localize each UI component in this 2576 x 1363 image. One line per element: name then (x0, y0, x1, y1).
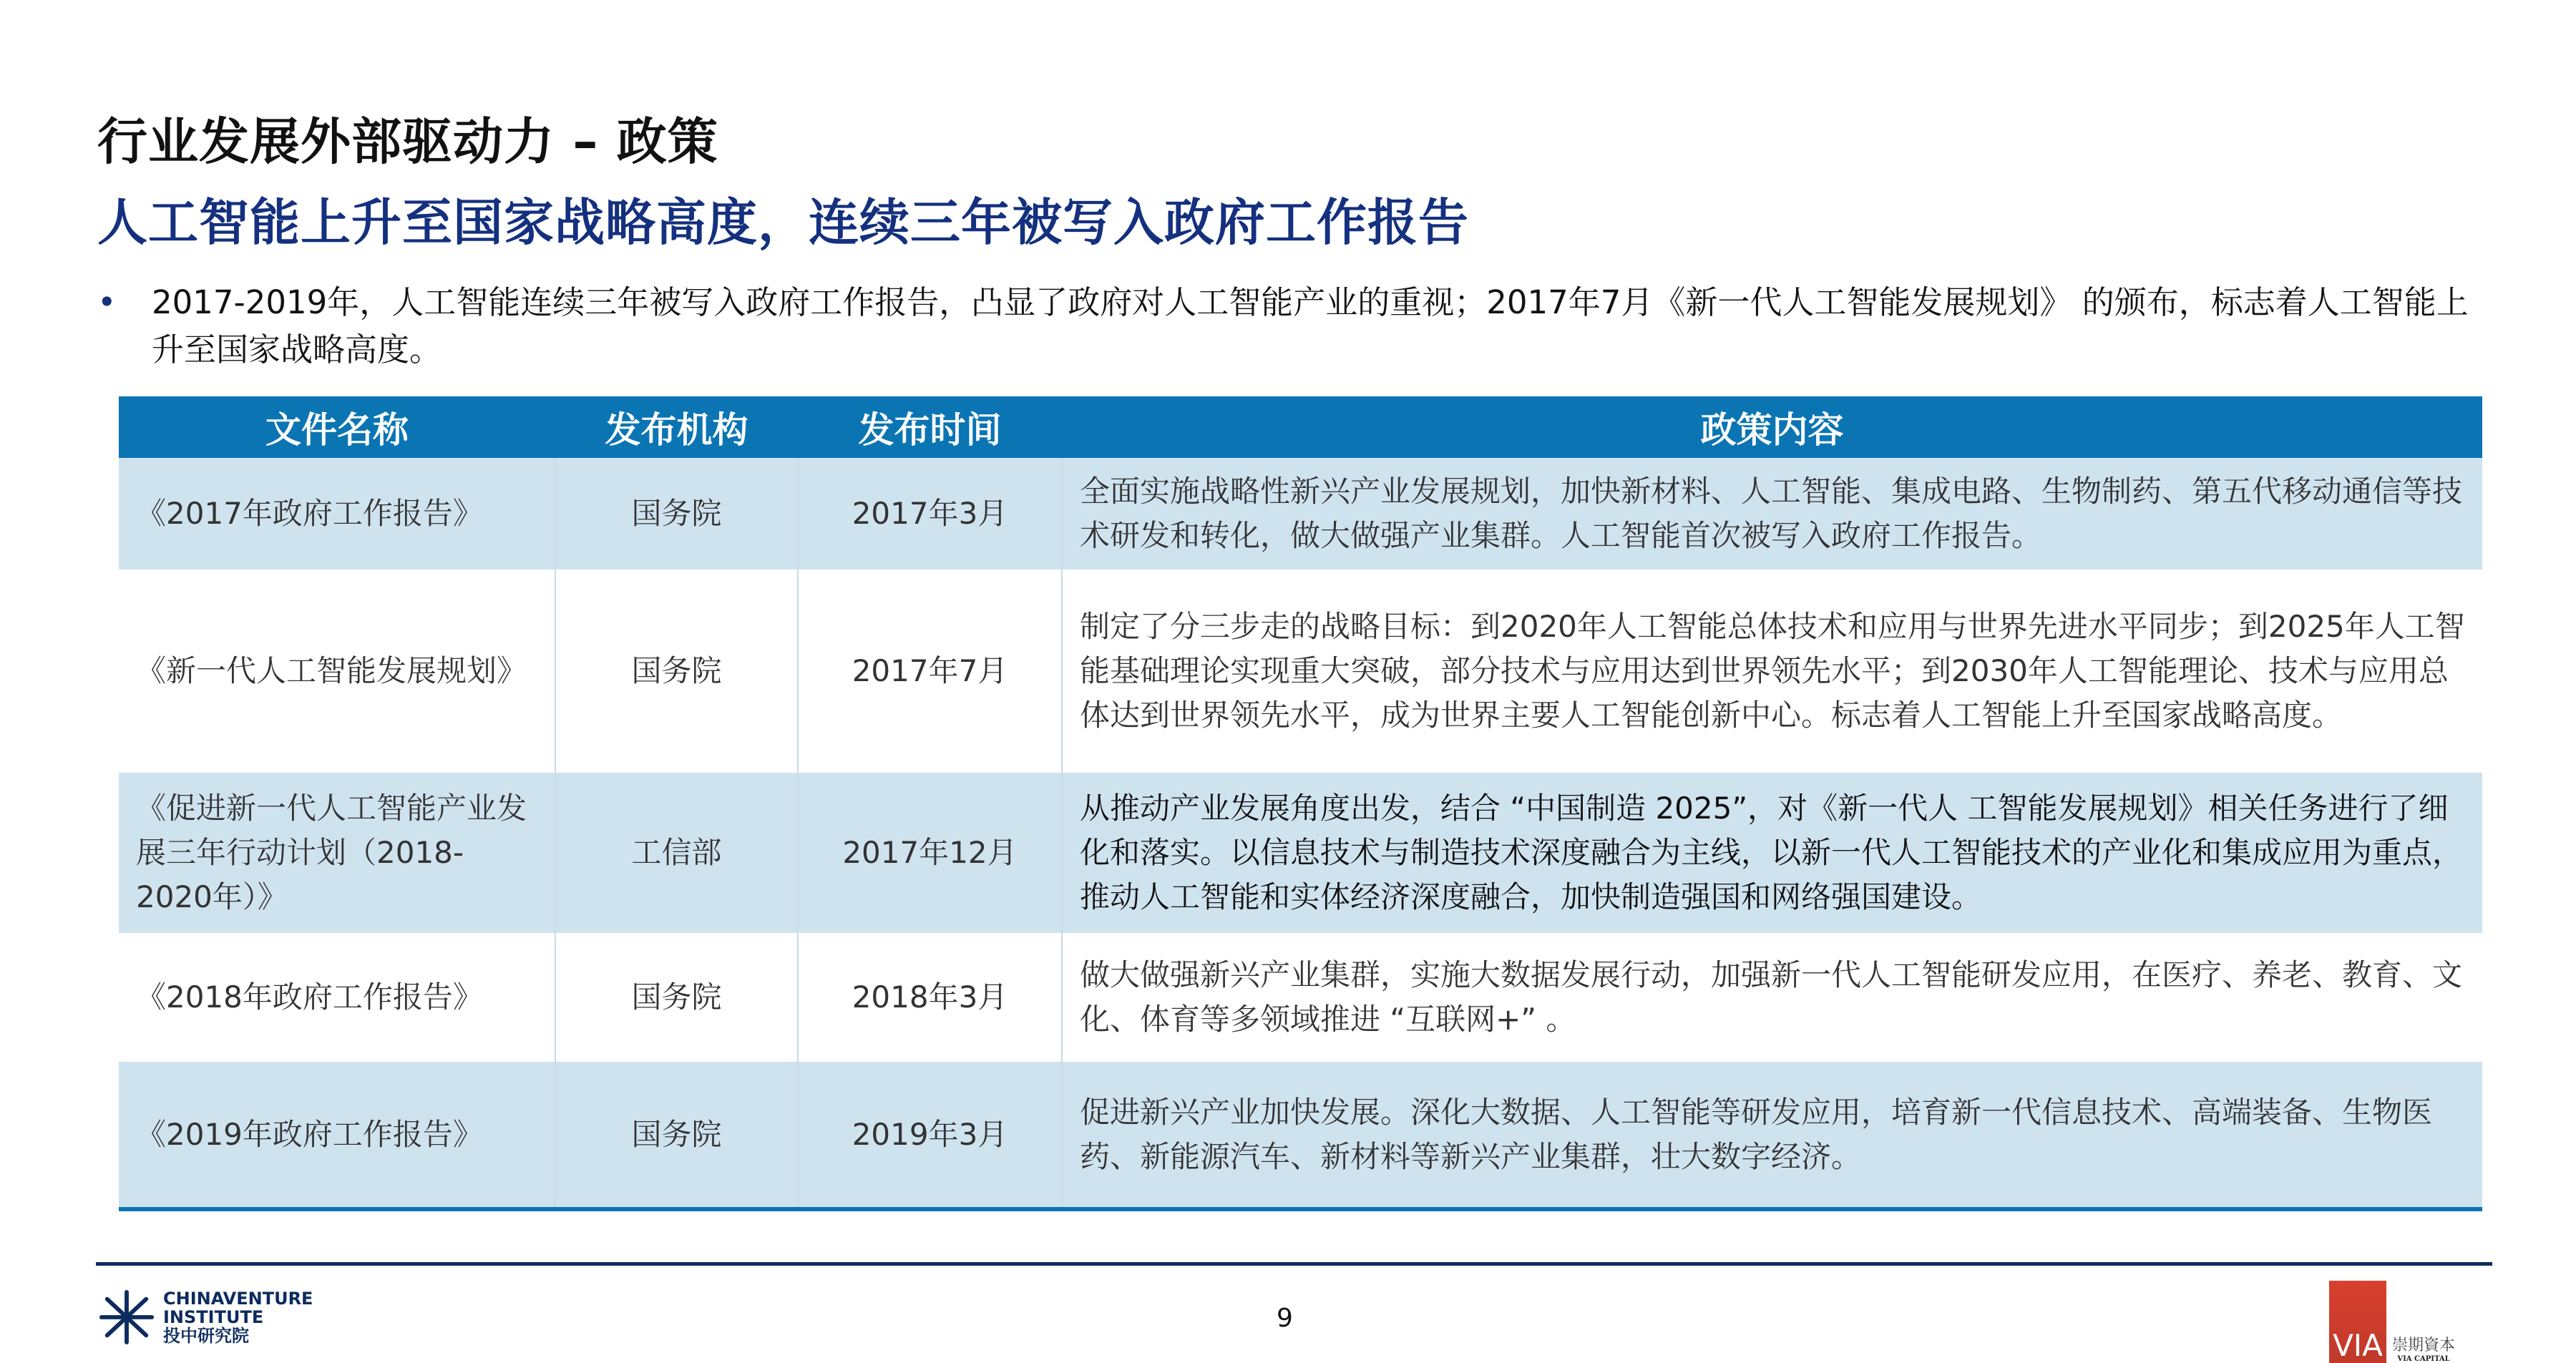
document-name: 《2018年政府工作报告》 (136, 979, 483, 1015)
logo-line-3: 投中研究院 (163, 1326, 249, 1346)
chinaventure-logo (99, 1288, 313, 1347)
table-row (119, 773, 2482, 933)
bullet-icon: • (97, 283, 117, 321)
policy-content: 促进新兴产业加快发展。深化大数据、人工智能等研发应用，培育新一代信息技术、高端装备、生物医药、新能源汽车、新材料等新兴产业集群，壮大数字经济。 (1062, 1062, 2482, 1209)
via-mark: VIA (2329, 1281, 2386, 1363)
date: 2017年12月 (798, 773, 1062, 933)
table-row (119, 1062, 2482, 1209)
date: 2017年7月 (798, 570, 1062, 773)
document-name: 《促进新一代人工智能产业发展三年行动计划（2018-2020年）》 (119, 773, 555, 933)
table-row (119, 570, 2482, 773)
table-header-row (119, 396, 2482, 458)
logo-line-1: CHINAVENTURE (163, 1289, 313, 1309)
issuer: 国务院 (555, 570, 798, 773)
header-date: 发布时间 (798, 396, 1062, 458)
header-issuer: 发布机构 (555, 396, 798, 458)
issuer: 工信部 (555, 773, 798, 933)
date: 2017年3月 (798, 458, 1062, 570)
policy-table (119, 396, 2482, 1211)
header-content: 政策内容 (1062, 396, 2482, 458)
page-title: 行业发展外部驱动力 – 政策 (97, 112, 718, 171)
page-number: 9 (1277, 1304, 1293, 1333)
header-document-name: 文件名称 (119, 396, 555, 458)
policy-content: 做大做强新兴产业集群，实施大数据发展行动，加强新一代人工智能研发应用，在医疗、养老、教育、文化、体育等多领域推进 “互联网+” 。 (1062, 933, 2482, 1062)
document-name: 《新一代人工智能发展规划》 (136, 653, 527, 688)
via-capital-logo (2329, 1281, 2455, 1363)
document-name: 《2017年政府工作报告》 (119, 458, 555, 570)
issuer: 国务院 (555, 458, 798, 570)
policy-content: 制定了分三步走的战略目标：到2020年人工智能总体技术和应用与世界先进水平同步；到2025年人工智能基础理论实现重大突破，部分技术与应用达到世界领先水平；到2030年人工智能理论、技术与应用总体达到世界领先水平，成为世界主要人工智能创新中心。标志着人工智能上升至国家战略高度。 (1062, 570, 2482, 773)
footer-divider (96, 1262, 2492, 1266)
date: 2018年3月 (798, 933, 1062, 1062)
summary-bullet (97, 279, 2487, 373)
table-row (119, 933, 2482, 1062)
logo-line-2: INSTITUTE (163, 1307, 264, 1327)
table-row (119, 458, 2482, 570)
summary-text: 2017-2019年，人工智能连续三年被写入政府工作报告，凸显了政府对人工智能产业的重视；2017年7月《新一代人工智能发展规划》 的颁布，标志着人工智能上升至国家战略高度。 (152, 283, 2469, 368)
policy-content: 全面实施战略性新兴产业发展规划，加快新材料、人工智能、集成电路、生物制药、第五代移动通信等技术研发和转化，做大做强产业集群。人工智能首次被写入政府工作报告。 (1062, 458, 2482, 570)
via-subname: VIA CAPITAL (2397, 1355, 2450, 1363)
policy-content: 从推动产业发展角度出发，结合 “中国制造 2025”，对《新一代人 工智能发展规划》相关任务进行了细化和落实。以信息技术与制造技术深度融合为主线，以新一代人工智能技术的产业化和集成应用为重点，推动人工智能和实体经济深度融合，加快制造强国和网络强国建设。 (1062, 773, 2482, 933)
via-name: 崇期資本 (2392, 1337, 2456, 1354)
issuer: 国务院 (555, 933, 798, 1062)
page-subtitle: 人工智能上升至国家战略高度，连续三年被写入政府工作报告 (97, 193, 1469, 252)
document-name: 《2019年政府工作报告》 (119, 1062, 555, 1209)
issuer: 国务院 (555, 1062, 798, 1209)
chinaventure-mark-icon (99, 1288, 155, 1347)
date: 2019年3月 (798, 1062, 1062, 1209)
